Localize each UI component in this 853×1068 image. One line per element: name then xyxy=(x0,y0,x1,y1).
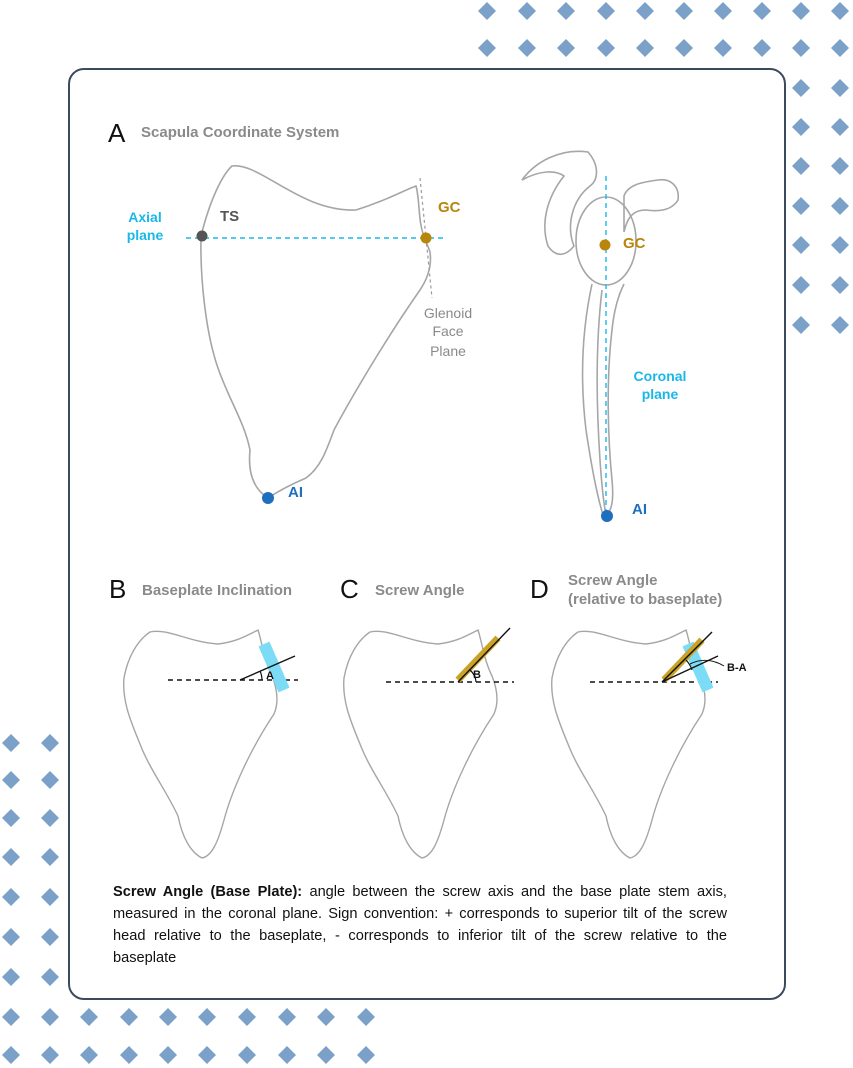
ai-landmark xyxy=(262,492,274,504)
scapula-lateral-outline xyxy=(522,151,678,518)
axial-plane-label-line2: plane xyxy=(126,227,164,243)
glenoid-label-line3: Plane xyxy=(430,343,466,359)
panel-b xyxy=(109,574,298,858)
panel-c xyxy=(340,574,514,858)
panel-c-letter: C xyxy=(340,574,359,604)
ai-landmark-lateral xyxy=(601,510,613,522)
figure-caption xyxy=(113,881,727,969)
glenoid-label-line1: Glenoid xyxy=(423,305,473,321)
panel-d xyxy=(530,572,747,858)
panel-a-title: Scapula Coordinate System xyxy=(141,124,340,141)
gc-landmark xyxy=(421,233,432,244)
ts-label: TS xyxy=(220,208,240,225)
caption-bold-term: Screw Angle (Base Plate): xyxy=(113,884,303,900)
panel-d-title-line2: (relative to baseplate) xyxy=(568,591,723,608)
angle-label-b: A xyxy=(266,670,274,682)
panel-a-letter: A xyxy=(108,118,126,148)
scapula-outline-b xyxy=(124,630,277,858)
gc-label-lateral: GC xyxy=(623,235,646,252)
coronal-plane-label-line2: plane xyxy=(641,386,679,402)
ai-label: AI xyxy=(288,484,303,501)
panel-c-title: Screw Angle xyxy=(375,582,465,599)
panel-b-letter: B xyxy=(109,574,127,604)
gc-label: GC xyxy=(438,199,461,216)
ai-label-lateral: AI xyxy=(632,501,647,518)
glenoid-label-line2: Face xyxy=(432,323,464,339)
angle-label-d: B-A xyxy=(727,662,747,674)
gc-landmark-lateral xyxy=(600,240,611,251)
caption-text: angle between the screw axis and the base plate stem axis, measured in the coronal plane. Sign convention: + corresponds to superior tilt of the screw head relative to the baseplate, - corresponds to inferior tilt of the screw relative to the baseplate xyxy=(113,884,727,966)
angle-label-c: B xyxy=(473,669,481,681)
panel-d-title-line1: Screw Angle xyxy=(568,572,658,589)
ts-landmark xyxy=(197,231,208,242)
angle-arc-b xyxy=(260,671,262,680)
axial-plane-label-line1: Axial xyxy=(128,209,162,225)
panel-d-letter: D xyxy=(530,574,549,604)
coronal-plane-label-line1: Coronal xyxy=(633,368,687,384)
panel-a xyxy=(108,118,686,522)
panel-b-title: Baseplate Inclination xyxy=(142,582,293,599)
